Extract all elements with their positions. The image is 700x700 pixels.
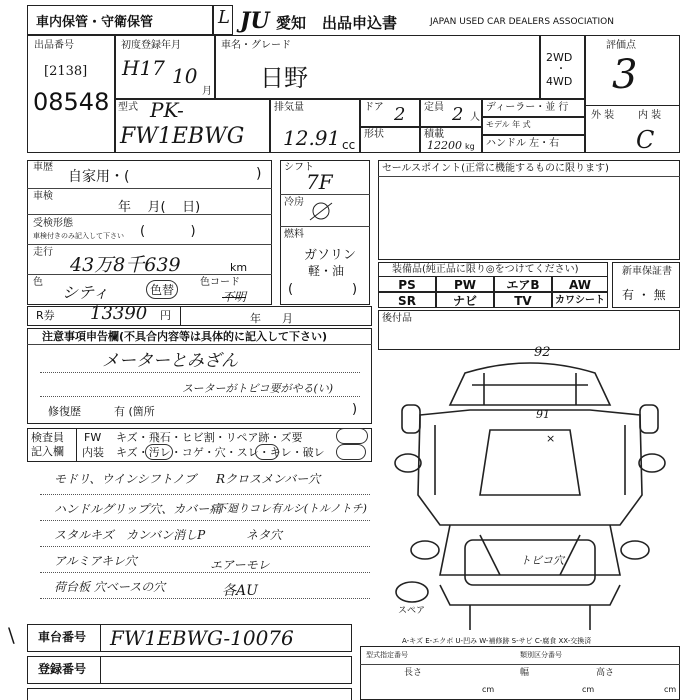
size-height-unit: cm [664,685,677,694]
load-value: 12200 [427,139,462,152]
comment-line-5 [40,598,370,599]
size-length-label: 長さ [404,668,423,678]
warranty-value: 有 ・ 無 [622,288,666,302]
interior-condition-line: キズ・汚レ・コゲ・穴・スレ・キレ・破レ [116,446,325,459]
history-usage: 自家用・( [68,169,130,185]
tax-label: R券 [36,309,55,322]
org-name: 愛知 [276,14,307,32]
fuel-alt: 軽・油 [308,264,345,278]
diagram-note: トビコ穴 [520,554,564,567]
note-1: メーターとみざん [102,351,238,371]
vehicle-name: 日野 [260,64,308,92]
recycle-date: 年 月 [250,312,293,325]
diagram-rear [440,585,620,605]
size-width-label: 幅 [520,668,530,678]
warranty-label: 新車保証書 [622,266,672,277]
diagram-windshield [480,430,580,495]
equip-navi: ナビ [436,292,494,308]
color-code-value: 不明 [222,290,247,304]
bottom-strip [27,688,352,700]
interior-circle-2 [255,444,279,460]
comment-line-3 [40,546,370,547]
equip-ps: PS [378,276,436,292]
class-label: 類別区分番号 [520,651,562,659]
grade-divider [585,105,680,106]
model-label: 型式 [118,102,138,113]
grade-score: 3 [612,52,638,98]
comment-7: ネタ穴 [246,528,283,542]
interior-circle-3 [336,444,366,460]
diagram-roof-lines [472,373,588,405]
history-divider-3 [27,244,272,245]
comment-line-2 [40,520,370,521]
displacement-unit: cc [342,138,356,152]
ac-divider [280,226,370,227]
notes-header: 注意事項申告欄(不具合内容等は具体的に記入して下さい) [42,330,328,343]
reg-label: 登録番号 [38,662,87,676]
comment-11: 各AU [222,583,258,599]
comment-10: 荷台板 穴ベースの穴 [54,580,166,594]
tax-amount: 13390 [90,303,148,324]
diagram-wheel-rl [411,541,439,559]
damage-value: ( ) [140,224,196,239]
tax-divider [180,306,182,326]
equipment-label: 装備品(純正品に限り◎をつけてください) [392,264,579,275]
margin-mark: \ [8,623,15,647]
selling-points-divider [378,176,680,177]
history-divider-1 [27,188,272,189]
fuel-open-paren: ( [288,282,294,297]
comment-3: ハンドルグリップ穴、カバー痛 [54,502,222,516]
history-divider-4 [27,274,272,275]
size-divider [360,664,680,665]
comment-8: アルミアキレ穴 [54,554,137,568]
drive-dot: ・ [556,64,566,75]
afterfit-label: 後付品 [382,313,412,324]
size-width-unit: cm [582,685,595,694]
displacement-label: 排気量 [274,102,304,113]
inspector-divider-v [76,428,78,462]
model-prefix: PK- [150,98,184,122]
diagram-mirror-right [640,405,658,433]
shift-divider [280,194,370,195]
selling-points-box [378,160,680,260]
fw-circle [336,428,368,444]
diagram-spare [396,582,428,602]
displacement-value: 12.91 [283,126,341,150]
interior-circle-1 [145,444,173,460]
registration-year: H17 [122,56,165,80]
equip-leather: カワシート [552,292,608,308]
repair-close: ) [352,402,358,417]
shift-value: 7F [306,170,333,194]
diagram-rear-lines [470,605,590,630]
notes-line-2 [40,396,360,397]
ac-mark [306,200,336,222]
color-label: 色 [33,277,43,288]
comment-line-4 [40,572,370,573]
tax-box [27,306,372,326]
diagram-wheel-rr [621,541,649,559]
diagram-mirror-left [402,405,420,433]
fuel-value: ガソリン [304,248,357,263]
damage-label: 受検形態 [33,218,73,229]
diagram-mark-x: × [546,432,556,445]
capacity-unit: 人 [470,112,480,123]
diagram-num-front: 91 [536,408,550,421]
reg-divider [100,656,102,684]
comment-9: エアーモレ [210,558,270,572]
afterfit-box [378,310,680,350]
capacity-value: 2 [452,104,464,125]
repair-label: 修復歴 [48,405,81,418]
fw-line: キズ・飛石・ヒビ割・リペア跡・ズ要 [116,431,303,444]
notes-line-1 [40,372,360,373]
equip-pw: PW [436,276,494,292]
repair-value: 有 (箇所 [114,405,155,418]
load-unit: kg [465,142,475,151]
shape-label: 形状 [364,129,384,140]
mileage-unit: km [230,261,248,274]
chassis-divider [100,624,102,652]
load-label: 積載 [424,129,444,140]
comment-4: 下廻りコレ有ルシ(トルノトチ) [216,502,367,515]
inspector-label-1: 検査員 [31,431,64,444]
diagram-side-lines [435,425,625,495]
storage-mark: L [218,7,230,28]
damage-note: 車検付きのみ記入して下さい [33,232,124,240]
form-title: 出品申込書 [322,14,398,32]
spare-label: スペア [398,606,426,616]
ac-label: 冷房 [284,197,304,208]
exterior-label: 外 装 [591,110,615,121]
car-diagram [380,345,680,635]
interior-label: 内 装 [638,110,662,121]
mileage-label: 走行 [33,247,53,258]
diagram-roof-front [450,363,610,405]
history-usage-close: ) [256,166,262,182]
color-value: シティ [62,283,109,302]
size-height-label: 高さ [596,668,615,678]
history-label: 車歴 [33,162,53,173]
registration-month: 10 [172,64,198,88]
diagram-wheel-fr [639,454,665,472]
capacity-label: 定員 [424,102,444,113]
color-code-label: 色コード [200,277,240,288]
chassis-value: FW1EBWG-10076 [110,626,294,650]
model-code: FW1EBWG [120,124,245,149]
inspector-label-2: 記入欄 [31,445,64,458]
grade-label: 評価点 [606,40,636,51]
doors-label: ドア [364,102,384,113]
comment-1: モドリ、ウインシフトノブ [54,472,197,486]
handle-label: ハンドル 左・右 [486,138,560,149]
exterior-grade: C [636,126,655,154]
diagram-wheel-fl [395,454,421,472]
interior-condition-label: 内装 [82,446,104,459]
model-year-label: モデル 年 式 [486,120,531,129]
mileage-value: 43万8千639 [70,254,181,276]
inspection-label: 車検 [33,191,53,202]
size-length-unit: cm [482,685,495,694]
chassis-label: 車台番号 [38,630,87,644]
history-divider-2 [27,214,272,215]
damage-legend: A-キズ E-エクボ U-凹み W-補修跡 S-サビ C-腐食 XX-交換済 [402,637,592,645]
comment-6: カンバン消しP [126,528,206,542]
lot-small-number: [2138] [44,64,88,79]
selling-points-label: セールスポイント(正常に機能するものに限ります) [382,163,609,174]
doors-value: 2 [394,104,406,125]
drive-4wd: 4WD [546,75,573,88]
lot-label: 出品番号 [34,40,74,51]
comment-line-1 [40,494,370,495]
vehicle-name-label: 車名・グレード [221,40,291,51]
lot-number: 08548 [33,88,110,116]
registration-label: 初度登録年月 [121,40,181,51]
shift-label: シフト [284,162,314,173]
ju-logo: JU [240,8,270,34]
dealer-label: ディーラー・並 行 [486,102,569,113]
comment-5: スタルキズ [54,528,114,542]
fuel-label: 燃料 [284,229,304,240]
equip-aw: AW [552,276,608,292]
comment-2: Rクロスメンバー穴 [216,472,321,486]
tax-unit: 円 [160,309,171,322]
registration-month-unit: 月 [202,86,212,97]
equip-airbag: エアB [494,276,552,292]
notes-divider [27,344,372,345]
storage-label: 車内保管・守衛保管 [36,15,154,30]
note-2: スーターがトビコ要がやる(い) [182,382,334,395]
equip-tv: TV [494,292,552,308]
fuel-close-paren: ) [352,282,358,297]
association-name: JAPAN USED CAR DEALERS ASSOCIATION [430,17,614,27]
color-change: 色替 [146,280,178,299]
diagram-num-top: 92 [534,345,551,360]
fw-label: FW [84,431,102,444]
drive-2wd: 2WD [546,51,573,64]
equip-sr: SR [378,292,436,308]
inspection-value: 年 月( 日) [118,200,201,215]
diagram-cab [418,410,642,525]
approval-label: 型式指定番号 [366,651,408,659]
